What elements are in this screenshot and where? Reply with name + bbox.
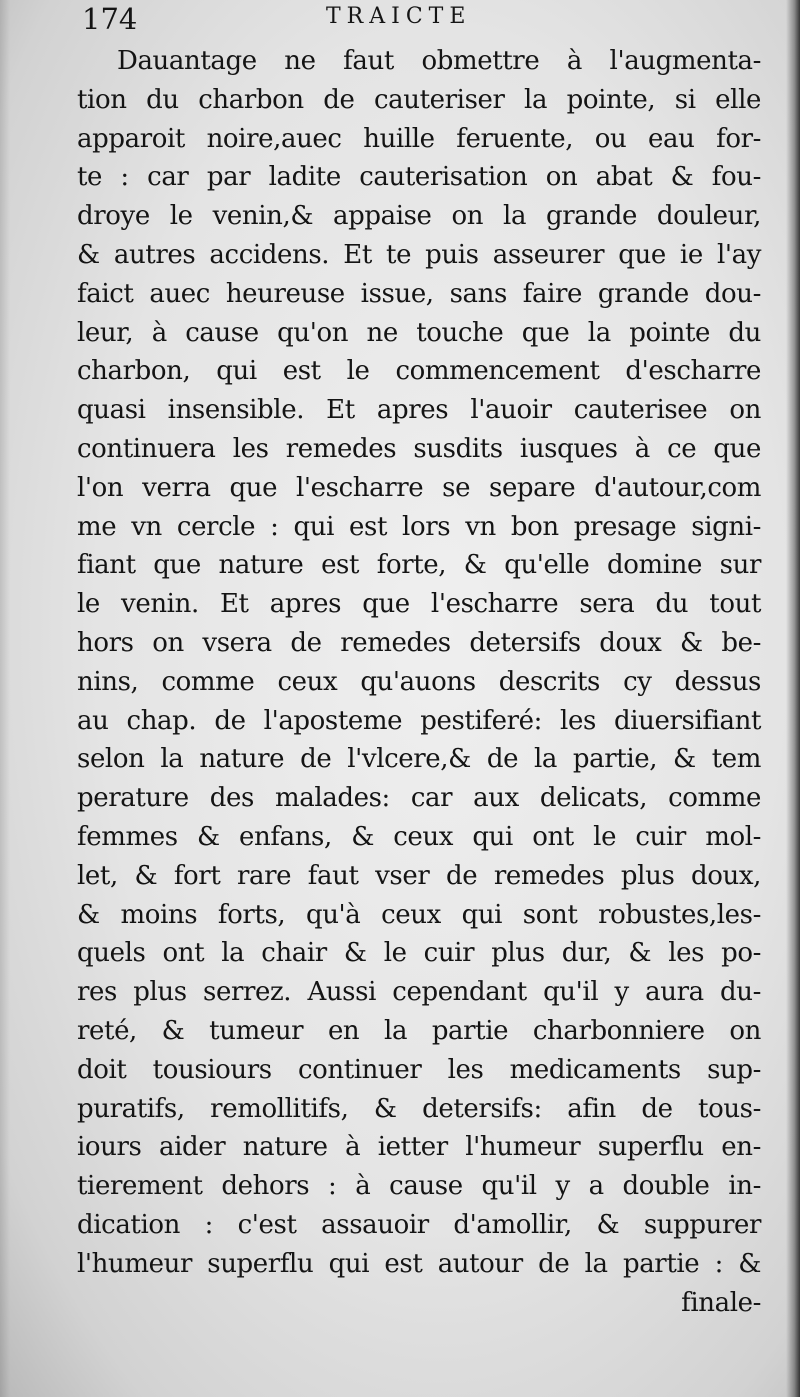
text-line: l'on verra que l'escharre se separe d'autour,com [77,472,761,503]
catchword: finale- [681,1287,761,1318]
text-line: apparoit noire,auec huille feruente, ou eau for- [77,123,761,154]
book-spine-shadow [786,0,800,1397]
page-number: 174 [82,2,138,36]
body-text [77,42,761,1322]
text-line: tierement dehors : à cause qu'il y a double in- [77,1171,761,1202]
text-line: selon la nature de l'vlcere,& de la partie, & tem [77,744,761,775]
text-line: quasi insensible. Et apres l'auoir cauterisee on [77,395,761,426]
text-line: nins, comme ceux qu'auons descrits cy dessus [77,666,761,697]
text-line: l'humeur superflu qui est autour de la partie : & [77,1248,761,1279]
text-line: reté, & tumeur en la partie charbonniere on [77,1015,761,1046]
text-line: quels ont la chair & le cuir plus dur, & les po- [77,938,761,969]
text-line: & moins forts, qu'à ceux qui sont robustes,les- [77,899,761,930]
text-line: perature des malades: car aux delicats, comme [77,783,761,814]
text-line: au chap. de l'aposteme pestiferé: les diuersifiant [77,705,761,736]
text-line: me vn cercle : qui est lors vn bon presage signi- [77,511,761,542]
text-line: iours aider nature à ietter l'humeur superflu en- [77,1132,761,1163]
text-line: tion du charbon de cauteriser la pointe, si elle [77,84,761,115]
text-line: femmes & enfans, & ceux qui ont le cuir mol- [77,821,761,852]
text-line: droye le venin,& appaise on la grande douleur, [77,201,761,232]
text-line: res plus serrez. Aussi cependant qu'il y aura du- [77,977,761,1008]
text-line: leur, à cause qu'on ne touche que la pointe du [77,317,761,348]
page-edge-shadow [0,0,10,1397]
text-line: doit tousiours continuer les medicaments sup- [77,1054,761,1085]
text-line: dication : c'est assauoir d'amollir, & suppurer [77,1209,761,1240]
text-line: let, & fort rare faut vser de remedes plus doux, [77,860,761,891]
text-line: Dauantage ne faut obmettre à l'augmenta- [117,46,761,76]
text-line: fiant que nature est forte, & qu'elle domine sur [77,550,761,581]
text-line: & autres accidens. Et te puis asseurer que ie l'ay [77,239,761,270]
running-head: TRAICTE [326,4,472,29]
text-line: le venin. Et apres que l'escharre sera du tout [77,589,761,620]
text-line: faict auec heureuse issue, sans faire grande dou- [77,278,761,309]
text-line: te : car par ladite cauterisation on abat & fou- [77,162,761,193]
text-line: continuera les remedes susdits iusques à ce que [77,433,761,464]
text-line: charbon, qui est le commencement d'escharre [77,356,761,387]
text-line: hors on vsera de remedes detersifs doux & be- [77,627,761,658]
page-header [82,2,762,36]
text-line: puratifs, remollitifs, & detersifs: afin de tous- [77,1093,761,1124]
